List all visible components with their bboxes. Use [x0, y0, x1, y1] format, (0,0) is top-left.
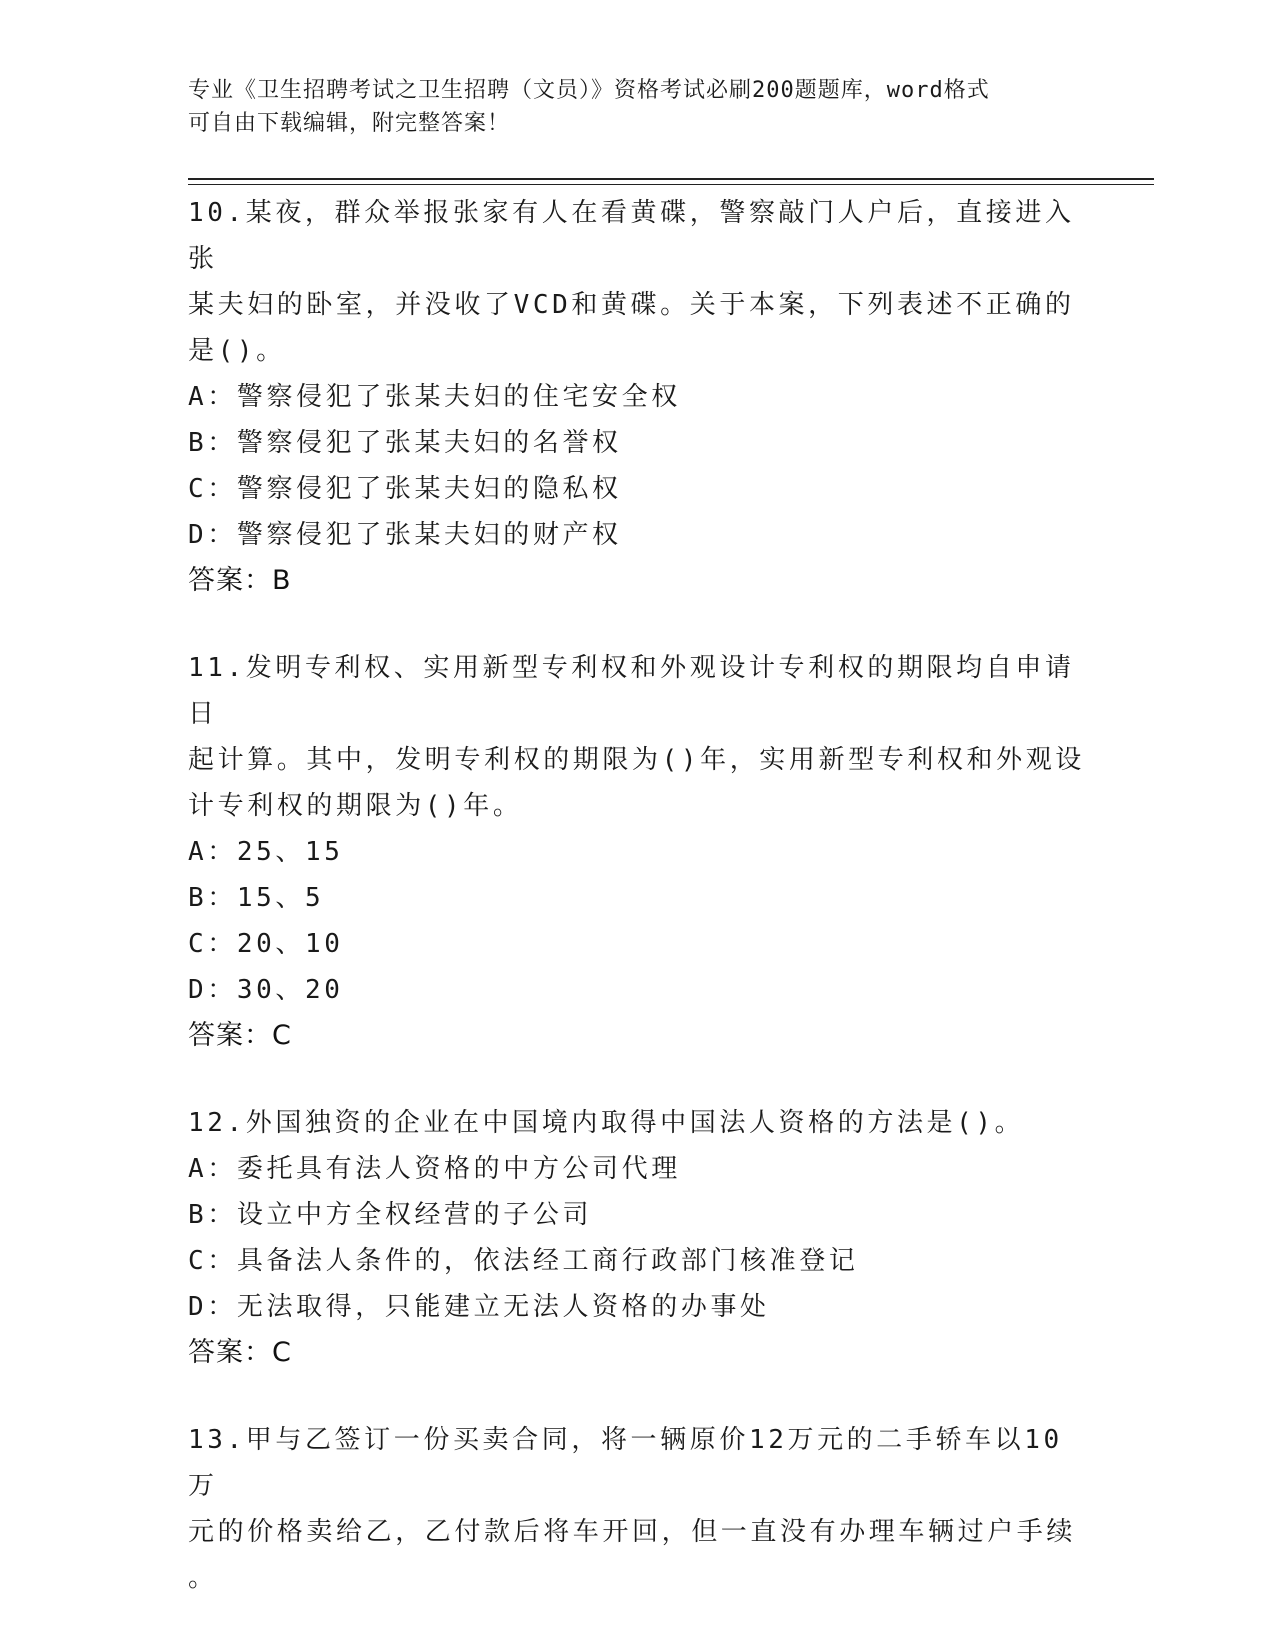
- stem-line: 是()。: [188, 336, 286, 366]
- document-header: [188, 74, 1068, 140]
- question-11: [188, 645, 1088, 1059]
- option-a: A：25、15: [188, 837, 344, 867]
- option-a: A：委托具有法人资格的中方公司代理: [188, 1154, 681, 1184]
- question-list: [188, 190, 1088, 1642]
- stem-line: 13.甲与乙签订一份买卖合同，将一辆原价12万元的二手轿车以10万: [188, 1425, 1063, 1501]
- stem-line: 起计算。其中，发明专利权的期限为()年，实用新型专利权和外观设: [188, 745, 1085, 775]
- header-line-2: 可自由下载编辑，附完整答案！: [188, 111, 511, 136]
- stem-line: 10.某夜，群众举报张家有人在看黄碟，警察敲门人户后，直接进入张: [188, 198, 1075, 274]
- option-b: B：设立中方全权经营的子公司: [188, 1200, 593, 1230]
- stem-line: 某夫妇的卧室，并没收了VCD和黄碟。关于本案，下列表述不正确的: [188, 290, 1075, 320]
- answer-label: 答案：B: [188, 565, 292, 596]
- header-line-1: 专业《卫生招聘考试之卫生招聘（文员）》资格考试必刷200题题库，word格式: [188, 78, 990, 103]
- option-d: D：30、20: [188, 975, 344, 1005]
- option-d: D：无法取得，只能建立无法人资格的办事处: [188, 1292, 770, 1322]
- header-rule-thin: [188, 184, 1154, 185]
- stem-line: 计专利权的期限为()年。: [188, 791, 523, 821]
- stem-line: 11.发明专利权、实用新型专利权和外观设计专利权的期限均自申请日: [188, 653, 1075, 729]
- question-stem: [188, 190, 1088, 374]
- option-d: D：警察侵犯了张某夫妇的财产权: [188, 520, 622, 550]
- option-c: C：具备法人条件的，依法经工商行政部门核准登记: [188, 1246, 859, 1276]
- answer-label: 答案：C: [188, 1337, 292, 1368]
- question-10: [188, 190, 1088, 604]
- stem-line: 12.外国独资的企业在中国境内取得中国法人资格的方法是()。: [188, 1108, 1025, 1138]
- question-12: [188, 1100, 1088, 1376]
- option-c: C：警察侵犯了张某夫妇的隐私权: [188, 474, 622, 504]
- answer-label: 答案：C: [188, 1020, 292, 1051]
- question-stem: [188, 1417, 1088, 1601]
- question-stem: [188, 645, 1088, 829]
- header-rule-thick: [188, 178, 1154, 180]
- question-13: [188, 1417, 1088, 1601]
- stem-line: 元的价格卖给乙，乙付款后将车开回，但一直没有办理车辆过户手续: [188, 1517, 1077, 1547]
- question-stem: [188, 1100, 1088, 1146]
- stem-line: 。: [188, 1563, 218, 1593]
- option-b: B：15、5: [188, 883, 325, 913]
- option-a: A：警察侵犯了张某夫妇的住宅安全权: [188, 382, 681, 412]
- option-b: B：警察侵犯了张某夫妇的名誉权: [188, 428, 622, 458]
- option-c: C：20、10: [188, 929, 344, 959]
